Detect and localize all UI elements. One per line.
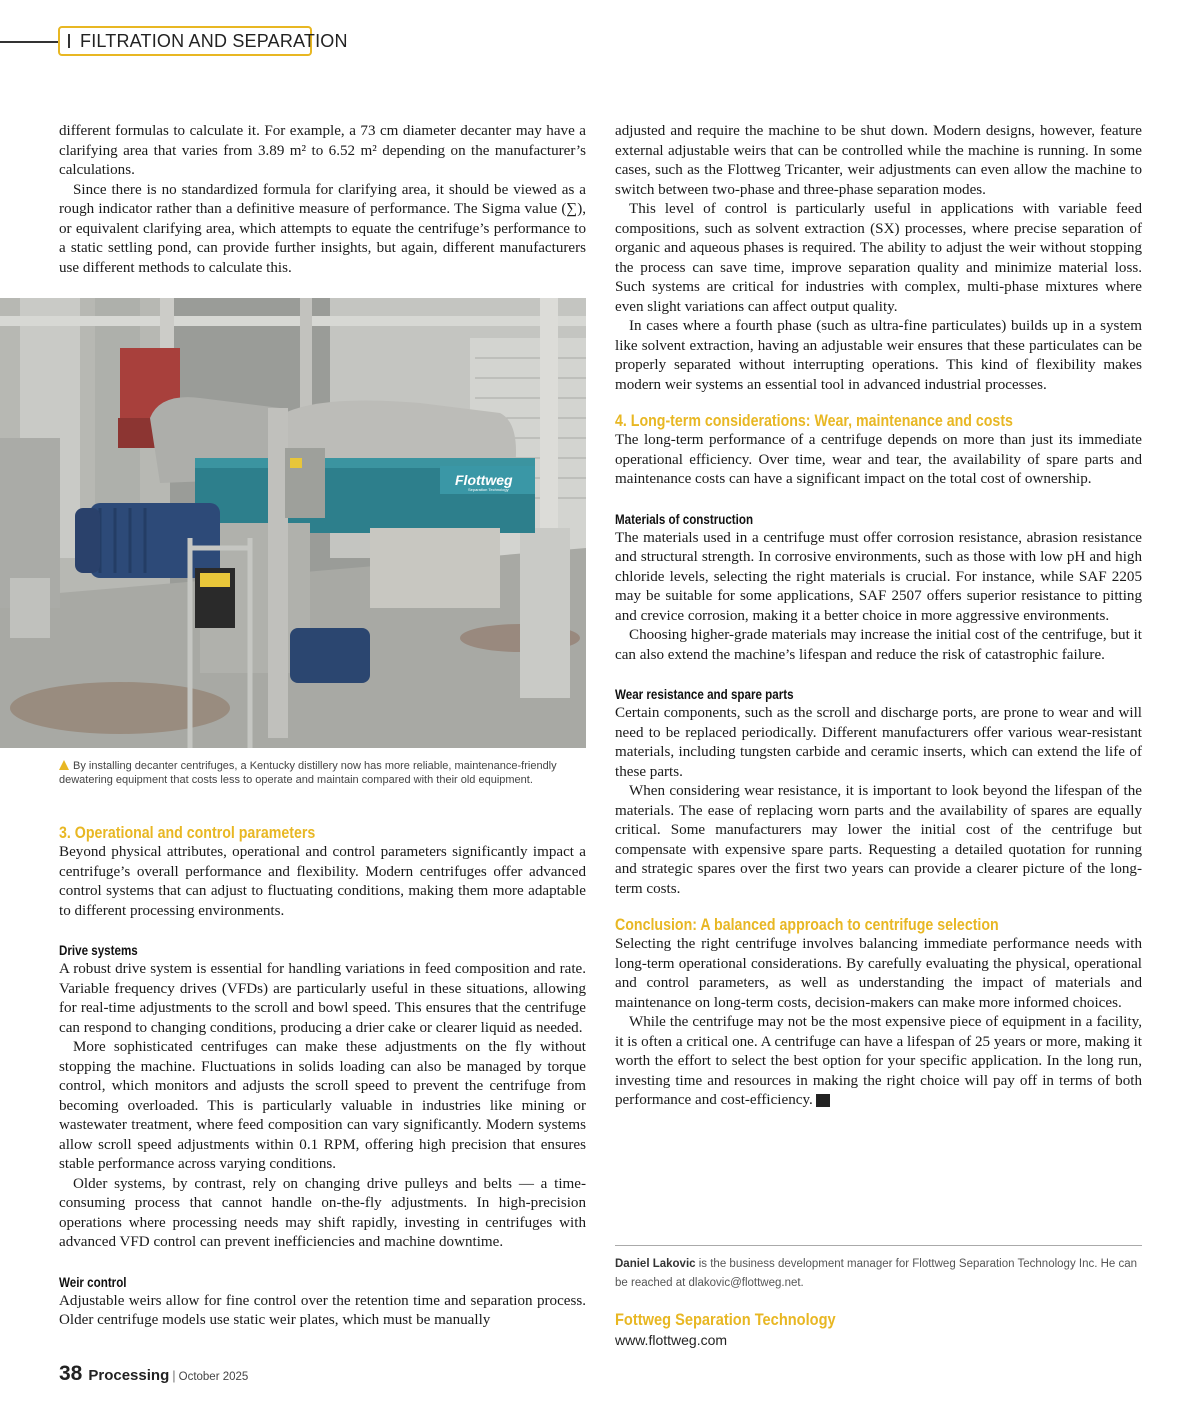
section-heading: Conclusion: A balanced approach to centrifuge selection: [615, 916, 999, 934]
section-heading: 3. Operational and control parameters: [59, 824, 316, 842]
section-label-tick: [68, 34, 70, 48]
page-footer: [59, 1362, 248, 1386]
paragraph: In cases where a fourth phase (such as ultra-fine particulates) builds up in a system like solvent extraction, having an adjustable weir ensures that these particulates can be properly separated without interrupting operations. This kind of flexibility makes modern weir systems an essential tool in advanced industrial processes.: [615, 318, 1142, 393]
conclusion-text: While the centrifuge may not be the most expensive piece of equipment in a facility, it is often a critical one. A centrifuge can have a lifespan of 25 years or more, making it worth the effort to select the best option for your specific application. In the long run, investing time and resources in making the right choice will pay off in terms of both performance and cost-efficiency.: [615, 1014, 1142, 1108]
paragraph: Selecting the right centrifuge involves balancing immediate performance needs with long-term operational considerations. By carefully evaluating the physical, operational and control parameters, as well as understanding the impact of materials and maintenance on long-term costs, decision-makers can make more informed choices.: [615, 936, 1142, 1011]
decanter-centrifuge-photo: [0, 298, 586, 748]
photo-brand: Flottweg: [455, 472, 513, 488]
footer-separator: |: [172, 1368, 176, 1383]
left-intro-text: [59, 122, 586, 278]
paragraph: Choosing higher-grade materials may increase the initial cost of the centrifuge, but it can also extend the machine’s lifespan and reduce the risk of catastrophic failure.: [615, 627, 1142, 663]
issue-date: October 2025: [178, 1371, 249, 1383]
company-name: Fottweg Separation Technology: [615, 1310, 836, 1329]
paragraph: The materials used in a centrifuge must offer corrosion resistance, abrasion resistance and structural strength. In corrosive environments, such as those with low pH and high chloride levels, selecting the right materials is crucial. For instance, while SAF 2205 may be suitable for some applications, SAF 2507 offers superior resistance to pitting and crevice corrosion, making it a better choice in more aggressive environments.: [615, 529, 1142, 624]
paragraph: Since there is no standardized formula for clarifying area, it should be viewed as a rough indicator rather than a definitive measure of performance. The Sigma value (∑), or equivalent clarifying area, which attempts to equate the centrifuge’s performance to a static settling pond, can provide further insights, but again, different manufacturers use different methods to calculate this.: [59, 181, 586, 276]
paragraph: different formulas to calculate it. For example, a 73 cm diameter decanter may have a clarifying area that varies from 3.89 m² to 6.52 m² depending on the manufacturer’s calculations.: [59, 123, 586, 178]
paragraph: Adjustable weirs allow for fine control over the retention time and separation process. Older centrifuge models use static weir plates, which must be manually: [59, 1292, 586, 1328]
paragraph: [615, 1013, 1142, 1111]
header-rule: [0, 41, 60, 43]
subsection-heading: Drive systems: [59, 943, 138, 958]
section-label: FILTRATION AND SEPARATION: [80, 31, 348, 51]
paragraph: A robust drive system is essential for handling variations in feed composition and rate. Variable frequency drives (VFDs) are particularly useful in these situations, allowing for real-time adjustments to the scroll and bowl speed. This ensures that the centrifuge can respond to changing conditions, producing a drier cake or clearer liquid as needed.: [59, 961, 586, 1036]
author-bio-text: is the business development manager for Flottweg Separation Technology Inc. He can be reached at dlakovic@flottweg.net.: [615, 1258, 1138, 1289]
paragraph: adjusted and require the machine to be shut down. Modern designs, however, feature external adjustable weirs that can be controlled while the machine is running. In some cases, such as the Flottweg Tricanter, weir adjustments can even allow the machine to switch between two-phase and three-phase separation modes.: [615, 123, 1142, 198]
caption-text: By installing decanter centrifuges, a Kentucky distillery now has more reliable, maintenance-friendly dewatering equipment that costs less to operate and maintain compared with their old equipment.: [59, 760, 557, 786]
photo-caption: [59, 759, 586, 787]
bio-divider: [615, 1245, 1142, 1246]
paragraph: Certain components, such as the scroll and discharge ports, are prone to wear and will need to be replaced periodically. Different manufacturers offer various wear-resistant materials, including tungsten carbide and ceramic inserts, which can extend the life of these parts.: [615, 705, 1142, 780]
paragraph: More sophisticated centrifuges can make these adjustments on the fly without stopping the machine. Fluctuations in solids loading can also be managed by torque control, which monitors and adjusts the scroll speed to prevent the centrifuge from becoming overloaded. This is particularly valuable in industries like mining or wastewater treatment, where feed composition can vary significantly. Modern systems allow scroll speed adjustments within 0.1 RPM, offering high precision that ensures stable performance across varying conditions.: [59, 1039, 586, 1172]
left-main-text: [59, 823, 586, 1331]
photo-brand-sub: Separation Technology: [468, 487, 509, 492]
paragraph: The long-term performance of a centrifuge depends on more than just its immediate operational efficiency. Over time, wear and tear, the availability of spare parts and maintenance costs can have a significant impact on the total cost of ownership.: [615, 432, 1142, 487]
caption-triangle-icon: [59, 760, 69, 770]
section-heading: 4. Long-term considerations: Wear, maintenance and costs: [615, 412, 1013, 430]
subsection-heading: Materials of construction: [615, 511, 754, 527]
page-number: 38: [59, 1362, 83, 1385]
subsection-heading: Weir control: [59, 1274, 127, 1290]
company-website: www.flottweg.com: [615, 1332, 728, 1348]
paragraph: Beyond physical attributes, operational and control parameters significantly impact a centrifuge’s overall performance and flexibility. Modern centrifuges offer advanced control systems that can adjust to fluctuating conditions, making them more adaptable to different processing environments.: [59, 844, 586, 919]
right-main-text: [615, 122, 1142, 1111]
end-mark-icon: PR: [816, 1094, 830, 1107]
paragraph: Older systems, by contrast, rely on changing drive pulleys and belts — a time-consuming process that cannot handle on-the-fly adjustments. In high-precision operations where processing needs may shift rapidly, investing in centrifuges with advanced VFD control can prevent inefficiencies and machine downtime.: [59, 1175, 586, 1250]
section-label-box: [58, 26, 348, 56]
paragraph: When considering wear resistance, it is important to look beyond the lifespan of the materials. The ease of replacing worn parts and the availability of spares are equally critical. Some manufacturers may lower the initial cost of the centrifuge but compensate with expensive spare parts. Requesting a detailed quotation for running and strategic spares over the first two years can provide a clearer picture of the long-term costs.: [615, 783, 1142, 897]
subsection-heading: Wear resistance and spare parts: [615, 687, 794, 702]
author-name: Daniel Lakovic: [615, 1258, 696, 1270]
author-bio: [615, 1255, 1142, 1293]
paragraph: This level of control is particularly useful in applications with variable feed compositions, such as solvent extraction (SX) processes, where precise separation of organic and aqueous phases is required. The ability to adjust the weir without stopping the process can save time, improve separation quality and minimize material loss. Such systems are critical for industries with complex, multi-phase mixtures where even slight variations can affect output quality.: [615, 201, 1142, 315]
magazine-name: Processing: [88, 1367, 170, 1384]
